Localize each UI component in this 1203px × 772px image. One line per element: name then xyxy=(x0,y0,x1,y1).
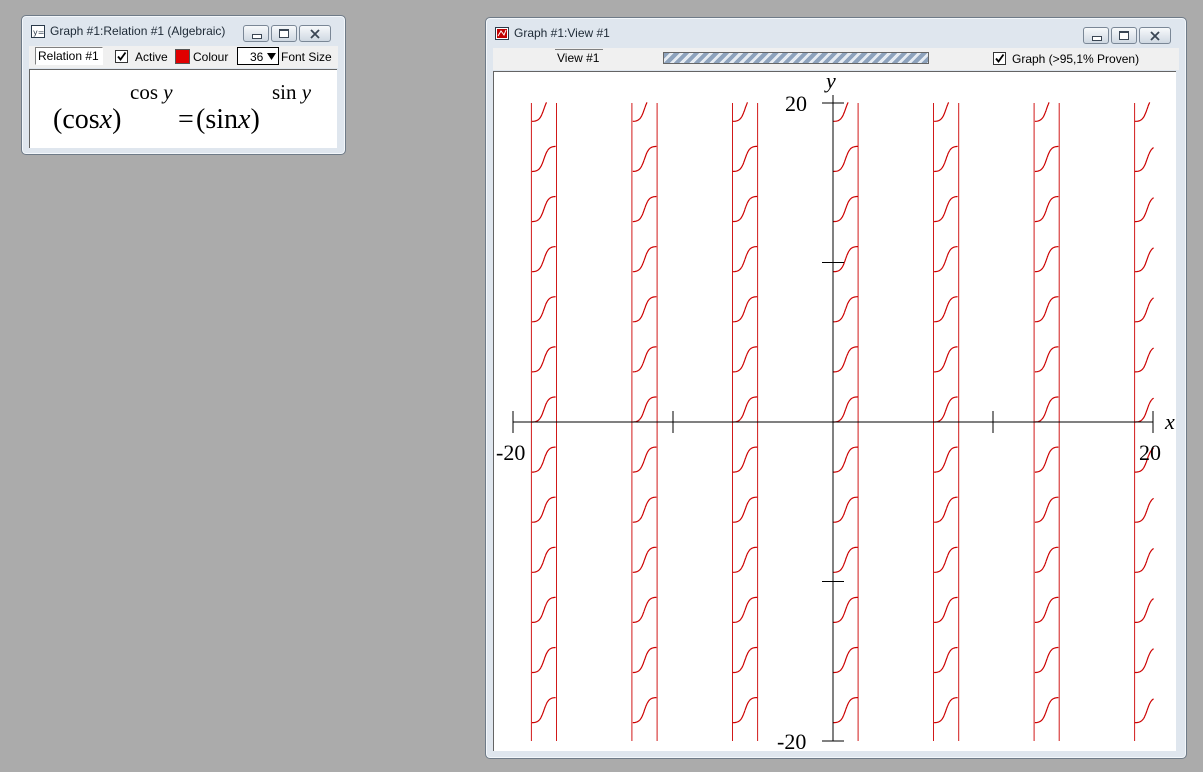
equation-lhs-base: (cosx) xyxy=(53,104,122,135)
relation-curve xyxy=(532,102,1154,722)
graph-plot[interactable] xyxy=(494,72,1176,751)
equation-lhs-exponent: cos y xyxy=(130,80,173,104)
colour-swatch[interactable] xyxy=(175,49,190,64)
axes xyxy=(513,95,1153,741)
relation-app-icon xyxy=(31,25,45,38)
close-icon xyxy=(1149,31,1161,41)
minimize-button[interactable] xyxy=(243,25,269,42)
graph-checkbox[interactable] xyxy=(993,52,1006,68)
y-tick-label-min: -20 xyxy=(777,729,807,751)
checkmark-icon xyxy=(994,53,1005,64)
close-button[interactable] xyxy=(1139,27,1171,44)
svg-text:y=: y= xyxy=(33,28,45,37)
graph-app-icon xyxy=(495,27,509,40)
view-toolbar xyxy=(493,48,1179,70)
relation-tab[interactable] xyxy=(35,47,103,65)
graph-checkbox-box[interactable] xyxy=(993,52,1006,65)
view-tab[interactable] xyxy=(555,49,603,67)
maximize-button[interactable] xyxy=(271,25,297,42)
relation-window xyxy=(21,15,346,155)
y-axis-label: y xyxy=(826,72,836,93)
x-tick-label-max: 20 xyxy=(1139,440,1161,465)
relation-toolbar xyxy=(29,46,338,68)
view-titlebar[interactable] xyxy=(486,18,1186,48)
colour-label: Colour xyxy=(193,50,229,64)
maximize-button[interactable] xyxy=(1111,27,1137,44)
y-tick-label-max: 20 xyxy=(785,91,807,116)
active-checkbox-box[interactable] xyxy=(115,50,128,63)
font-size-value: 36 xyxy=(250,50,264,64)
dropdown-arrow-icon xyxy=(267,53,276,61)
relation-tab-label: Relation #1 xyxy=(38,49,99,63)
close-button[interactable] xyxy=(299,25,331,42)
tick-labels xyxy=(496,72,1175,751)
equation-panel[interactable] xyxy=(29,69,337,148)
active-checkbox[interactable] xyxy=(115,50,128,66)
relation-window-controls xyxy=(241,25,331,42)
view-window xyxy=(485,17,1187,759)
minimize-button[interactable] xyxy=(1083,27,1109,44)
relation-titlebar[interactable] xyxy=(22,16,345,46)
view-window-controls xyxy=(1081,27,1171,44)
equation-equals: = xyxy=(178,104,194,135)
graph-progress-fill xyxy=(664,53,928,63)
equation xyxy=(30,70,337,148)
equation-rhs-base: (sinx) xyxy=(196,104,260,135)
graph-proven-label: Graph (>95,1% Proven) xyxy=(1012,52,1140,66)
view-tab-label: View #1 xyxy=(557,51,600,65)
relation-window-title: Graph #1:Relation #1 (Algebraic) xyxy=(50,24,226,38)
graph-canvas[interactable] xyxy=(493,71,1176,751)
graph-progress-bar xyxy=(663,52,929,64)
view-window-title: Graph #1:View #1 xyxy=(514,26,610,40)
x-axis-label: x xyxy=(1165,409,1175,434)
active-label: Active xyxy=(135,50,168,64)
equation-rhs-exponent: sin y xyxy=(272,80,312,104)
font-size-select[interactable] xyxy=(237,47,279,65)
close-icon xyxy=(309,29,321,39)
checkmark-icon xyxy=(116,51,127,62)
x-tick-label-min: -20 xyxy=(496,440,526,465)
font-size-label: Font Size xyxy=(281,50,332,64)
